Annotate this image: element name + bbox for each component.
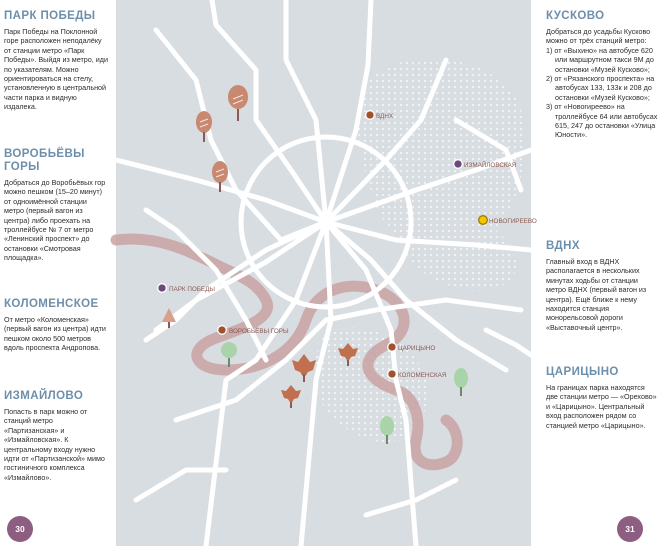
station-label: ВОРОБЬЁВЫ ГОРЫ: [229, 328, 289, 335]
station-label: ПАРК ПОБЕДЫ: [169, 286, 215, 293]
section-park-pobedy: [4, 10, 108, 112]
section-text: На границах парка находятся две станции метро — «Орехово» и «Царицыно». Центральный вход расположен рядом со станцией метро «Царицыно».: [546, 383, 657, 430]
page-number: 30: [7, 516, 33, 542]
section-title: КУСКОВО: [546, 10, 605, 22]
green-tree-icon: [454, 368, 468, 396]
section-text: Парк Победы на Поклонной горе расположен неподалёку от станции метро «Парк Победы». Выйдя из метро, иди по указателям. Можно ориентироваться на стелу, установленную в центральной части парка и видную издалека.: [4, 27, 108, 112]
station-izmaylovskaya: [454, 160, 517, 169]
section-title: КОЛОМЕНСКОЕ: [4, 298, 99, 310]
maple-tree-icon: [292, 354, 316, 382]
list-item: 1) от «Выхино» на автобусе 620 или маршрутном такси 9М до остановки «Музей Кусково»;: [546, 45, 654, 74]
metro-map: [116, 0, 537, 546]
station-park-pobedy: [158, 284, 216, 293]
station-label: ИЗМАЙЛОВСКАЯ: [464, 162, 517, 169]
section-title: ПАРК ПОБЕДЫ: [4, 10, 96, 22]
section-text: От метро «Коломенская» (первый вагон из центра) идти пешком около 500 метров вдоль проспекта Андропова.: [4, 315, 106, 353]
station-marker: [388, 370, 397, 379]
station-marker: [479, 216, 488, 225]
station-marker: [158, 284, 167, 293]
station-vdnh: [366, 111, 394, 120]
right-page-column: [540, 0, 660, 546]
station-tsaritsyno: [388, 343, 436, 352]
section-vdnh: [546, 240, 658, 332]
section-tsaritsyno: [546, 366, 658, 430]
section-vorobyovy-gory: [4, 148, 108, 263]
page-number: 31: [617, 516, 643, 542]
station-marker: [218, 326, 227, 335]
station-label: ВДНХ: [376, 113, 394, 120]
section-title: ЦАРИЦЫНО: [546, 366, 619, 378]
section-text: Главный вход в ВДНХ располагается в нескольких минутах ходьбы от станции метро ВДНХ (первый вагон из центра). Ещё ближе к нему находится станция монорельсовой дороги «Выставочный центр».: [546, 257, 647, 332]
section-kolomenskoe: [4, 298, 108, 353]
section-text: Попасть в парк можно от станций метро «Партизанская» и «Измайловская». К центральному входу нужно идти от «Партизанской» мимо гостиничного комплекса «Измайлово».: [4, 407, 105, 482]
station-marker: [388, 343, 397, 352]
autumn-tree-icon: [228, 85, 248, 121]
section-title: ИЗМАЙЛОВО: [4, 390, 84, 402]
section-text: Добраться до Воробьёвых гор можно пешком (15–20 минут) от одноимённой станции метро (первый вагон из центра) либо проехать на троллейбусе № 7 от метро «Ленинский проспект» до остановки «Смотровая площадка».: [4, 178, 106, 263]
list-item: 2) от «Рязанского проспекта» на автобусах 133, 133к и 208 до остановки «Музей Кусково»;: [546, 74, 655, 102]
left-page-column: [0, 0, 112, 546]
green-tree-icon: [221, 342, 237, 367]
station-marker: [454, 160, 463, 169]
station-label: НОВОГИРЕЕВО: [489, 218, 537, 225]
section-title: ВДНХ: [546, 240, 580, 252]
park-areas: [314, 58, 524, 442]
route-list: [546, 46, 658, 140]
section-title: ВОРОБЬЁВЫ ГОРЫ: [4, 148, 85, 173]
station-label: КОЛОМЕНСКАЯ: [398, 372, 447, 379]
list-item: 3) от «Новогиреево» на троллейбусе 64 или автобусах 615, 247 до остановки «Улица Юности».: [546, 102, 658, 140]
section-izmaylovo: [4, 390, 108, 482]
maple-tree-icon: [281, 385, 301, 408]
section-text: Добраться до усадьбы Кусково можно от трёх станций метро:: [546, 27, 651, 46]
section-kuskovo: [546, 10, 658, 140]
station-label: ЦАРИЦЫНО: [398, 345, 436, 352]
station-vorobyovy-gory: [218, 326, 289, 335]
station-marker: [366, 111, 375, 120]
